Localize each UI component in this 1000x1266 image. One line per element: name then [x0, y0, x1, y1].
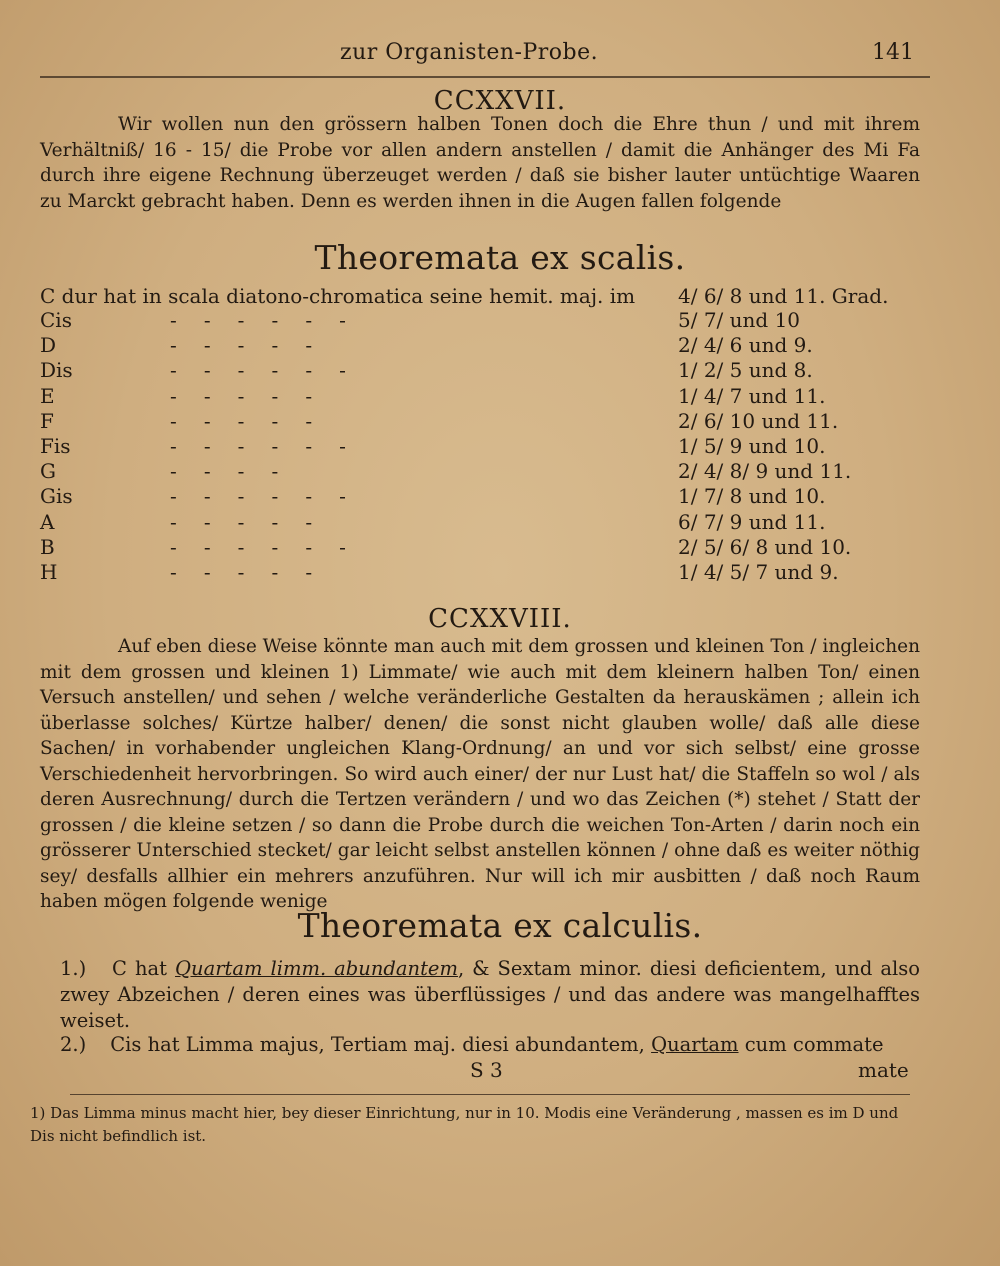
scale-row	[40, 409, 920, 434]
calc-item-text: Cis hat Limma majus, Tertiam maj. diesi abundantem,	[110, 1033, 645, 1056]
scale-row-degrees: 1/ 7/ 8 und 10.	[678, 484, 826, 509]
running-title: zur Organisten-Probe.	[340, 40, 599, 65]
footnote-rule	[70, 1094, 910, 1095]
calc-item-italic: Quartam limm. abundantem	[175, 957, 458, 980]
scale-row-degrees: 1/ 4/ 5/ 7 und 9.	[678, 560, 839, 584]
signature-mark: S 3	[470, 1058, 503, 1082]
header-rule	[40, 76, 930, 78]
scale-row-degrees: 2/ 4/ 8/ 9 und 11.	[678, 459, 852, 484]
scale-row	[40, 384, 920, 409]
scale-row-dashes: - - - - -	[170, 408, 315, 433]
scale-row	[40, 333, 920, 358]
scale-row-note: E	[40, 383, 55, 408]
scale-row-degrees: 5/ 7/ und 10	[678, 308, 801, 332]
scale-row	[40, 434, 920, 459]
section-227-paragraph: Wir wollen nun den grössern halben Tonen doch die Ehre thun / und mit ihrem Verhältniß/ 16 - 15/ die Probe vor allen andern anstellen / damit die Anhänger des Mi Fa durch ihre eigene Rechnung überzeuget werden / daß sie bisher lauter untüchtige Waaren zu Marckt gebracht haben. Denn es werden ihnen in die Augen fallen folgende	[40, 114, 920, 212]
scale-row-note: Gis	[40, 484, 73, 509]
section-number-227: CCXXVII.	[433, 86, 567, 116]
scale-row-note: D	[40, 333, 57, 358]
scale-row-note: Cis	[40, 308, 72, 332]
scale-row-note: A	[40, 509, 55, 534]
calc-item-text-cont: cum commate	[744, 1033, 884, 1056]
scale-row-dashes: - - - - -	[170, 560, 315, 584]
theorem-calculis-title: Theoremata ex calculis.	[297, 906, 703, 945]
scale-row-degrees: 1/ 2/ 5 und 8.	[678, 358, 813, 383]
calc-item-number: 2.)	[60, 1033, 87, 1056]
scale-row-note: Fis	[40, 434, 71, 458]
calc-item-text: C hat	[112, 957, 167, 980]
scale-row-dashes: - - - - - -	[170, 434, 348, 458]
scale-row	[40, 358, 920, 383]
scale-row-dashes: - - - -	[170, 459, 281, 484]
calc-item-1	[60, 956, 920, 1034]
scale-row-degrees: 2/ 5/ 6/ 8 und 10.	[678, 534, 852, 559]
theorem-scalis-title: Theoremata ex scalis.	[314, 238, 686, 277]
scale-row-note: H	[40, 560, 58, 584]
scale-row-dashes: - - - - - -	[170, 308, 348, 332]
scale-row	[40, 510, 920, 535]
scale-intro-row	[40, 284, 920, 309]
scale-row-dashes: - - - - - -	[170, 358, 348, 383]
scale-row-degrees: 2/ 6/ 10 und 11.	[678, 408, 839, 433]
scale-row-note: Dis	[40, 358, 73, 383]
scale-intro-degrees: 4/ 6/ 8 und 11. Grad.	[678, 284, 889, 308]
scale-intro-text: C dur hat in scala diatono-chromatica seine hemit. maj. im	[40, 284, 636, 308]
scale-row-degrees: 6/ 7/ 9 und 11.	[678, 509, 826, 534]
scale-row-dashes: - - - - -	[170, 333, 315, 358]
scale-row-dashes: - - - - -	[170, 509, 315, 534]
scale-row-degrees: 1/ 5/ 9 und 10.	[678, 434, 826, 458]
page-number: 141	[872, 40, 914, 65]
scale-row-dashes: - - - - - -	[170, 484, 348, 509]
calc-item-underlined: Quartam	[651, 1033, 739, 1056]
section-228-paragraph: Auf eben diese Weise könnte man auch mit dem grossen und kleinen Ton / ingleichen mit dem grossen und kleinen 1) Limmate/ wie auch mit dem kleinern halben Ton/ einen Versuch anstellen/ und sehen / welche veränderliche Gestalten da herauskämen ; allein ich überlasse solches/ Kürtze halber/ denen/ die sonst nicht glauben wolle/ daß alle diese Sachen/ in vorhabender ungleichen Klang-Ordnung/ an und vor sich selbst/ eine grosse Verschiedenheit hervorbringen. So wird auch einer/ der nur Lust hat/ die Staffeln so wol / als deren Ausrechnung/ durch die Tertzen verändern / und wo das Zeichen (*) stehet / Statt der grossen / die kleine setzen / so dann die Probe durch die weichen Ton-Arten / darin noch ein grösserer Unterschied stecket/ gar leicht selbst anstellen können / ohne daß es weiter nöthig sey/ desfalls allhier ein mehrers anzuführen. Nur will ich mir ausbitten / daß noch Raum haben mögen folgende wenige	[40, 636, 920, 912]
scale-row-degrees: 2/ 4/ 6 und 9.	[678, 333, 813, 358]
scale-row	[40, 560, 920, 585]
scale-row	[40, 459, 920, 484]
scale-row	[40, 308, 920, 333]
scale-row-note: F	[40, 408, 54, 433]
catchword: mate	[858, 1058, 909, 1082]
footnote: 1) Das Limma minus macht hier, bey dieser Einrichtung, nur in 10. Modis eine Veränderung , massen es im D und Dis nicht befindlich ist.	[30, 1104, 899, 1145]
calc-item-number: 1.)	[60, 957, 87, 980]
scale-row-note: B	[40, 534, 55, 559]
section-number-228: CCXXVIII.	[428, 604, 572, 634]
scale-row	[40, 535, 920, 560]
calc-item-text-cont: , & Sextam minor. diesi deficientem, und also zwey Abzeichen / deren eines was überflüssiges / und das andere was mangelhafftes weiset.	[60, 957, 921, 1032]
scale-row-degrees: 1/ 4/ 7 und 11.	[678, 383, 826, 408]
scale-row	[40, 484, 920, 509]
scale-row-note: G	[40, 459, 56, 484]
scale-row-dashes: - - - - -	[170, 383, 315, 408]
scale-row-dashes: - - - - - -	[170, 534, 348, 559]
calc-item-2	[60, 1032, 920, 1058]
